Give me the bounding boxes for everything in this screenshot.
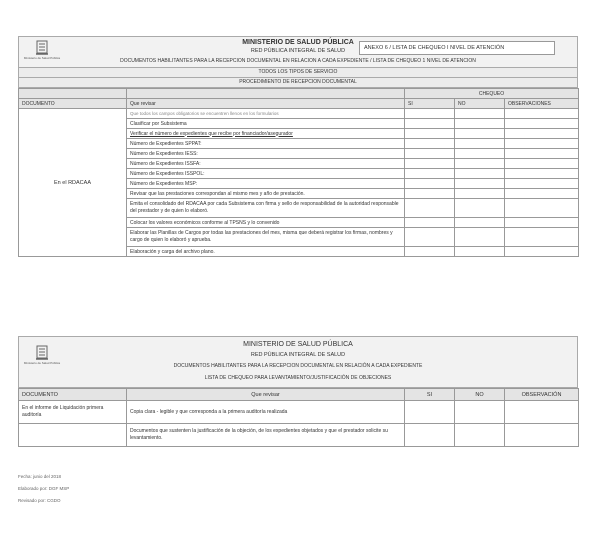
col-si: SI xyxy=(405,99,455,109)
chequeo-header: CHEQUEO xyxy=(405,89,579,99)
check-item: Documentos que sustenten la justificación de la objeción, de los expedientes objetados y que el prestador solicite su levantamiento. xyxy=(127,424,405,447)
document-cell xyxy=(19,424,127,447)
si-cell[interactable] xyxy=(405,119,455,129)
check-item: Elaboración y carga del archivo plano. xyxy=(127,247,405,257)
table-row xyxy=(19,424,579,447)
logo-caption: Ministerio de Salud Pública xyxy=(23,361,61,365)
si-cell[interactable] xyxy=(405,199,455,218)
si-cell[interactable] xyxy=(405,159,455,169)
network-title: RED PÚBLICA INTEGRAL DE SALUD xyxy=(250,48,346,54)
col-si: SI xyxy=(405,389,455,401)
check-item: Número de Expedientes ISSFA: xyxy=(127,159,405,169)
observation-cell[interactable] xyxy=(505,169,579,179)
footer-date: Fecha: junio del 2018 xyxy=(18,474,62,479)
check-item: Copia clara - legible y que corresponda a la primera auditoría realizada xyxy=(127,401,405,424)
check-item: Que todos los campos obligatorios se encuentren llenos en los formularios xyxy=(127,109,405,119)
check-item: Revisar que las prestaciones correspondan al mismo mes y año de prestación. xyxy=(127,189,405,199)
col-que-revisar: Que revisar xyxy=(127,99,405,109)
observation-cell[interactable] xyxy=(505,218,579,228)
col-observaciones: OBSERVACIONES xyxy=(505,99,579,109)
observation-cell[interactable] xyxy=(505,159,579,169)
si-cell[interactable] xyxy=(405,169,455,179)
si-cell[interactable] xyxy=(405,247,455,257)
check-item: Número de Expedientes ISSPOL: xyxy=(127,169,405,179)
si-cell[interactable] xyxy=(405,109,455,119)
procedure-band: PROCEDIMIENTO DE RECEPCION DOCUMENTAL xyxy=(18,78,578,88)
observation-cell[interactable] xyxy=(505,247,579,257)
form-2-header xyxy=(18,336,578,388)
no-cell[interactable] xyxy=(455,247,505,257)
no-cell[interactable] xyxy=(455,169,505,179)
observation-cell[interactable] xyxy=(505,129,579,139)
col-documento: DOCUMENTO xyxy=(19,99,127,109)
si-cell[interactable] xyxy=(405,218,455,228)
observation-cell[interactable] xyxy=(505,424,579,447)
no-cell[interactable] xyxy=(455,179,505,189)
col-documento: DOCUMENTO xyxy=(19,389,127,401)
check-item: Elaborar las Planillas de Cargos por todas las prestaciones del mes, misma que deberá registrar los firmas, nombres y cargo de quien lo elaboró y aprueba. xyxy=(127,228,405,247)
no-cell[interactable] xyxy=(455,119,505,129)
service-band: TODOS LOS TIPOS DE SERVICIO xyxy=(18,68,578,78)
checklist-form-2 xyxy=(18,336,578,447)
no-cell[interactable] xyxy=(455,228,505,247)
chequeo-header-row xyxy=(19,89,579,99)
table-row xyxy=(19,401,579,424)
network-title: RED PÚBLICA INTEGRAL DE SALUD xyxy=(250,352,346,358)
no-cell[interactable] xyxy=(455,109,505,119)
si-cell[interactable] xyxy=(405,179,455,189)
observation-cell[interactable] xyxy=(505,179,579,189)
column-header-row xyxy=(19,389,579,401)
checklist-table-2 xyxy=(18,388,579,447)
checklist-table-1 xyxy=(18,88,579,257)
documents-title: DOCUMENTOS HABILITANTES PARA LA RECEPCION DOCUMENTAL EN RELACION A CADA EXPEDIENTE / LISTA DE CHEQUEO 1 NIVEL DE ATENCION xyxy=(120,58,476,64)
annex-label: ANEXO 6 / LISTA DE CHEQUEO I NIVEL DE ATENCIÓN xyxy=(359,41,555,55)
si-cell[interactable] xyxy=(405,228,455,247)
observation-cell[interactable] xyxy=(505,199,579,218)
no-cell[interactable] xyxy=(455,159,505,169)
si-cell[interactable] xyxy=(405,401,455,424)
si-cell[interactable] xyxy=(405,129,455,139)
check-item: Verificar el número de expedientes que recibe por financiador/asegurador xyxy=(127,129,405,139)
checklist-form-1 xyxy=(18,36,578,257)
observation-cell[interactable] xyxy=(505,119,579,129)
ministry-title: MINISTERIO DE SALUD PÚBLICA xyxy=(243,341,353,348)
ministry-title: MINISTERIO DE SALUD PÚBLICA xyxy=(242,39,354,46)
check-item: Número de Expedientes IESS: xyxy=(127,149,405,159)
observation-cell[interactable] xyxy=(505,149,579,159)
checklist-title: LISTA DE CHEQUEO PARA LEVANTAMIENTO/JUSTIFICACIÓN DE OBJECIONES xyxy=(204,375,392,381)
no-cell[interactable] xyxy=(455,424,505,447)
no-cell[interactable] xyxy=(455,199,505,218)
footer-revisado: Revisado por: CGDO xyxy=(18,498,61,503)
table-row xyxy=(19,109,579,119)
column-header-row xyxy=(19,99,579,109)
observation-cell[interactable] xyxy=(505,109,579,119)
si-cell[interactable] xyxy=(405,139,455,149)
check-item: Emita el consolidado del RDACAA por cada Subsistema con firma y sello de responsabilidad de la autoridad responsable del prestador y de quien lo elaboró. xyxy=(127,199,405,218)
check-item: Número de Expedientes SPPAT: xyxy=(127,139,405,149)
check-item: Clasificar por Subsistema xyxy=(127,119,405,129)
no-cell[interactable] xyxy=(455,401,505,424)
col-observacion: OBSERVACIÓN xyxy=(505,389,579,401)
observation-cell[interactable] xyxy=(505,189,579,199)
no-cell[interactable] xyxy=(455,218,505,228)
observation-cell[interactable] xyxy=(505,228,579,247)
col-no: NO xyxy=(455,389,505,401)
no-cell[interactable] xyxy=(455,139,505,149)
col-no: NO xyxy=(455,99,505,109)
no-cell[interactable] xyxy=(455,189,505,199)
si-cell[interactable] xyxy=(405,424,455,447)
check-item: Colocar los valores económicos conforme al TPSNS y lo convenido xyxy=(127,218,405,228)
document-cell: En el informe de Liquidación primera auditoría xyxy=(19,401,127,424)
documents-title: DOCUMENTOS HABILITANTES PARA LA RECEPCION DOCUMENTAL EN RELACIÓN A CADA EXPEDIENTE xyxy=(173,363,423,369)
place-cell: En el RDACAA xyxy=(19,109,127,257)
logo-caption: Ministerio de Salud Pública xyxy=(23,56,61,60)
no-cell[interactable] xyxy=(455,149,505,159)
no-cell[interactable] xyxy=(455,129,505,139)
footer-elaborado: Elaborado por: DGF MSP xyxy=(18,486,70,491)
form-1-header xyxy=(18,36,578,68)
observation-cell[interactable] xyxy=(505,401,579,424)
si-cell[interactable] xyxy=(405,149,455,159)
observation-cell[interactable] xyxy=(505,139,579,149)
check-item: Número de Expedientes MSP: xyxy=(127,179,405,189)
col-que-revisar: Que revisar xyxy=(127,389,405,401)
si-cell[interactable] xyxy=(405,189,455,199)
